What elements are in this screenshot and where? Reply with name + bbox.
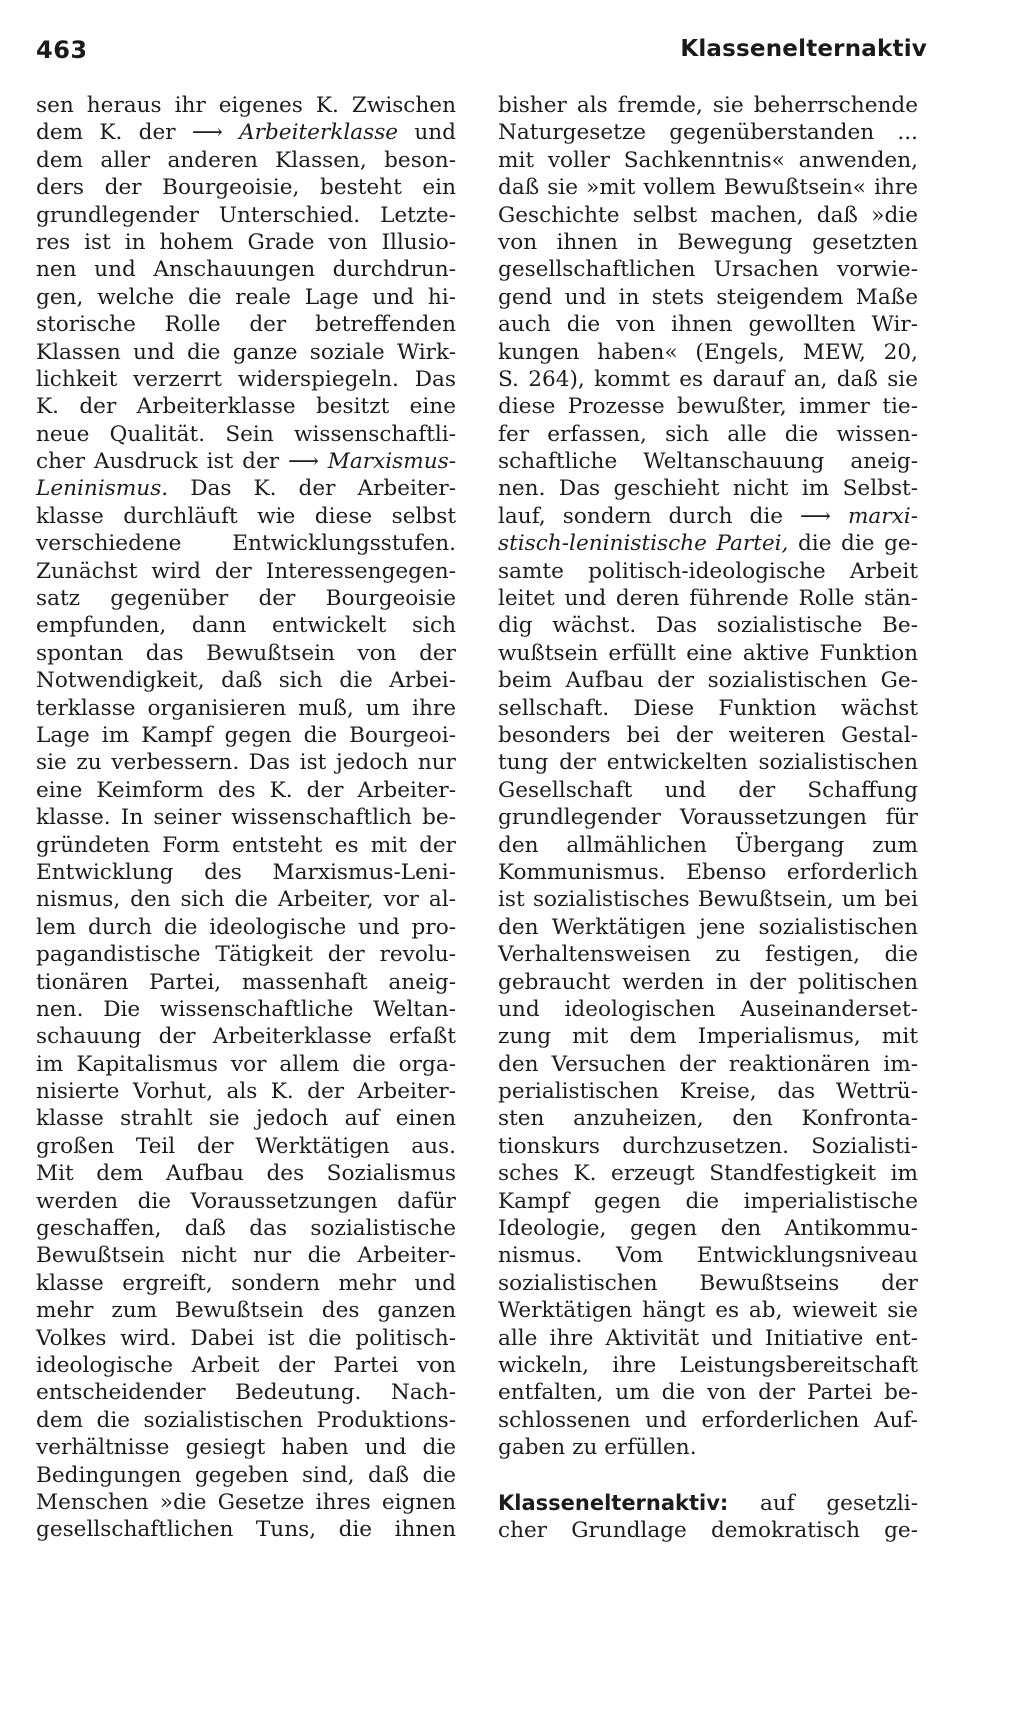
- right-column: [498, 92, 918, 1544]
- text-line: [36, 202, 456, 229]
- text-line: [498, 996, 918, 1023]
- running-head: Klassenelternaktiv: [680, 36, 927, 62]
- text-run: ist sozialistisches Bewußtsein, um bei: [498, 887, 918, 913]
- text-run: res ist in hohem Grade von Illusio-: [36, 229, 456, 255]
- text-line: [36, 1215, 456, 1242]
- text-run: ⟶: [191, 120, 240, 146]
- text-line: [36, 1078, 456, 1105]
- text-line: [498, 1023, 918, 1050]
- text-line: [36, 941, 456, 968]
- text-line: [498, 475, 918, 502]
- text-line: [36, 1352, 456, 1379]
- text-line: [36, 886, 456, 913]
- text-line: [36, 722, 456, 749]
- text-run: verschiedene Entwicklungsstufen.: [36, 531, 456, 557]
- text-line: [36, 421, 456, 448]
- text-run: dem K. der: [36, 120, 192, 146]
- text-run: nen. Das geschieht nicht im Selbst-: [498, 476, 918, 502]
- text-run: und: [398, 120, 456, 146]
- text-line: [36, 1434, 456, 1461]
- text-line: [498, 558, 918, 585]
- text-line: [36, 229, 456, 256]
- text-run: ⟶: [800, 503, 848, 529]
- italic-reference: Arbeiterklasse: [239, 120, 399, 146]
- text-line: [498, 284, 918, 311]
- text-run: ideologische Arbeit der Partei von: [36, 1352, 456, 1378]
- text-line: [36, 339, 456, 366]
- text-run: Ideologie, gegen den Antikommu-: [498, 1216, 918, 1242]
- text-run: cher Ausdruck ist der: [36, 449, 288, 475]
- text-run: Volkes wird. Dabei ist die politisch-: [36, 1325, 456, 1351]
- text-line: [36, 311, 456, 338]
- text-line: [498, 1352, 918, 1379]
- page-number: 463: [36, 36, 88, 64]
- text-run: beim Aufbau der sozialistischen Ge-: [498, 668, 918, 694]
- text-run: nisierte Vorhut, als K. der Arbeiter-: [36, 1079, 456, 1105]
- text-run: den Versuchen der reaktionären im-: [498, 1051, 918, 1077]
- text-run: Werktätigen hängt es ab, wieweit sie: [498, 1298, 918, 1324]
- text-run: werden die Voraussetzungen dafür: [36, 1188, 456, 1214]
- text-run: Kommunismus. Ebenso erforderlich: [498, 859, 918, 885]
- text-run: samte politisch-ideologische Arbeit: [498, 558, 918, 584]
- text-run: dem aller anderen Klassen, beson-: [36, 147, 456, 173]
- text-run: zung mit dem Imperialismus, mit: [498, 1024, 918, 1050]
- text-line: [36, 804, 456, 831]
- text-run: bisher als fremde, sie beherrschende: [498, 93, 918, 118]
- text-run: cher Grundlage demokratisch ge-: [498, 1517, 918, 1543]
- text-run: mehr zum Bewußtsein des ganzen: [36, 1298, 456, 1324]
- text-line: [498, 1434, 918, 1461]
- text-run: gend und in stets steigendem Maße: [498, 284, 918, 310]
- text-run: sches K. erzeugt Standfestigkeit im: [498, 1161, 918, 1187]
- text-run: lauf, sondern durch die: [498, 503, 801, 529]
- text-run: dem die sozialistischen Produktions-: [36, 1407, 456, 1433]
- text-run: Das K. der Arbeiter-: [168, 476, 456, 502]
- text-line: [36, 749, 456, 776]
- text-run: klasse. In seiner wissenschaftlich be-: [36, 805, 456, 831]
- text-run: Kampf gegen die imperialistische: [498, 1188, 918, 1214]
- text-run: Klassen und die ganze soziale Wirk-: [36, 339, 456, 365]
- text-line: [498, 914, 918, 941]
- text-run: nen und Anschauungen durchdrun-: [36, 257, 456, 283]
- text-line: [36, 1133, 456, 1160]
- text-run: pagandistische Tätigkeit der revolu-: [36, 942, 456, 968]
- text-line: [36, 393, 456, 420]
- entry-line-text: [728, 1491, 918, 1516]
- text-run: eine Keimform des K. der Arbeiter-: [36, 777, 456, 803]
- text-line: [36, 667, 456, 694]
- text-run: Verhaltensweisen zu festigen, die: [498, 942, 918, 968]
- text-line: [498, 1325, 918, 1352]
- text-run: lichkeit verzerrt widerspiegeln. Das: [36, 366, 456, 392]
- text-line: [498, 1188, 918, 1215]
- text-line: [498, 311, 918, 338]
- text-run: sozialistischen Bewußtseins der: [498, 1270, 918, 1296]
- text-line: [498, 1133, 918, 1160]
- text-line: [498, 1270, 918, 1297]
- text-run: Menschen »die Gesetze ihres eignen: [36, 1489, 456, 1515]
- text-line: [498, 1407, 918, 1434]
- text-line: [498, 229, 918, 256]
- text-line: [36, 996, 456, 1023]
- text-run: Gesellschaft und der Schaffung: [498, 777, 918, 803]
- text-run: daß sie »mit vollem Bewußtsein« ihre: [498, 175, 918, 201]
- text-line: [36, 1242, 456, 1269]
- right-column-text: [498, 92, 918, 1462]
- text-run: neue Qualität. Sein wissenschaftli-: [36, 421, 456, 447]
- text-run: auch die von ihnen gewollten Wir-: [498, 312, 918, 338]
- text-line: [36, 640, 456, 667]
- text-run: schlossenen und erforderlichen Auf-: [498, 1407, 918, 1433]
- italic-reference: marxi-: [847, 503, 918, 529]
- text-line: [498, 832, 918, 859]
- text-run: tionskurs durchzusetzen. Sozialisti-: [498, 1133, 918, 1159]
- text-run: sen heraus ihr eigenes K. Zwischen: [36, 93, 456, 118]
- text-line: [36, 558, 456, 585]
- text-line: [498, 1379, 918, 1406]
- text-line: [498, 722, 918, 749]
- text-line: [36, 585, 456, 612]
- text-line: [36, 1462, 456, 1489]
- text-run: wußtsein erfüllt eine aktive Funktion: [498, 640, 918, 666]
- entry-rest: [498, 1517, 918, 1544]
- text-line: [498, 667, 918, 694]
- text-run: Lage im Kampf gegen die Bourgeoi-: [36, 722, 456, 748]
- text-line: [36, 1325, 456, 1352]
- text-run: gen, welche die reale Lage und hi-: [36, 284, 456, 310]
- text-run: fer erfassen, sich alle die wissen-: [498, 421, 918, 447]
- text-run: nismus. Vom Entwicklungsniveau: [498, 1243, 918, 1269]
- text-run: leitet und deren führende Rolle stän-: [498, 586, 918, 612]
- text-line: [36, 695, 456, 722]
- text-line: [36, 92, 456, 119]
- italic-reference: Leninismus.: [36, 476, 169, 502]
- text-run: gründeten Form entsteht es mit der: [36, 832, 456, 858]
- text-line: [36, 859, 456, 886]
- text-line: [498, 749, 918, 776]
- text-line: [36, 366, 456, 393]
- text-line: [498, 585, 918, 612]
- italic-reference: stisch-leninistische Partei,: [498, 531, 789, 557]
- text-run: die die ge-: [788, 531, 918, 557]
- text-run: besonders bei der weiteren Gestal-: [498, 722, 918, 748]
- text-line: [498, 859, 918, 886]
- text-run: sellschaft. Diese Funktion wächst: [498, 695, 918, 721]
- text-run: gesellschaftlichen Ursachen vorwie-: [498, 257, 918, 283]
- text-line: [36, 1188, 456, 1215]
- text-run: Bewußtsein nicht nur die Arbeiter-: [36, 1243, 456, 1269]
- text-run: im Kapitalismus vor allem die orga-: [36, 1051, 456, 1077]
- text-run: diese Prozesse bewußter, immer tie-: [498, 394, 918, 420]
- text-line: [498, 448, 918, 475]
- text-run: den allmählichen Übergang zum: [498, 832, 918, 858]
- text-line: [498, 339, 918, 366]
- text-run: gebraucht werden in der politischen: [498, 969, 918, 995]
- text-line: [36, 1160, 456, 1187]
- text-line: [498, 421, 918, 448]
- text-run: Notwendigkeit, daß sich die Arbei-: [36, 668, 456, 694]
- text-line: [36, 503, 456, 530]
- text-run: S. 264), kommt es darauf an, daß sie: [498, 366, 918, 392]
- text-line: [498, 886, 918, 913]
- text-line: [36, 475, 456, 502]
- text-run: empfunden, dann entwickelt sich: [36, 613, 456, 639]
- text-run: spontan das Bewußtsein von der: [36, 640, 456, 666]
- text-run: Mit dem Aufbau des Sozialismus: [36, 1161, 456, 1187]
- text-run: gaben zu erfüllen.: [498, 1435, 697, 1461]
- text-run: und ideologischen Auseinanderset-: [498, 996, 918, 1022]
- text-line: [36, 969, 456, 996]
- text-line: [36, 1051, 456, 1078]
- text-run: entfalten, um die von der Partei be-: [498, 1380, 918, 1406]
- text-line: [36, 612, 456, 639]
- text-run: nen. Die wissenschaftliche Weltan-: [36, 996, 456, 1022]
- text-run: klasse durchläuft wie diese selbst: [36, 503, 456, 529]
- text-line: [36, 832, 456, 859]
- text-run: dig wächst. Das sozialistische Be-: [498, 613, 918, 639]
- text-line: [498, 530, 918, 557]
- text-line: [498, 612, 918, 639]
- text-line: [36, 1105, 456, 1132]
- text-run: Geschichte selbst machen, daß »die: [498, 202, 918, 228]
- text-line: [498, 119, 918, 146]
- text-line: [36, 1379, 456, 1406]
- text-line: [36, 1407, 456, 1434]
- text-line: [498, 777, 918, 804]
- text-line: [498, 1215, 918, 1242]
- text-run: den Werktätigen jene sozialistischen: [498, 914, 918, 940]
- entry-term: Klassenelternaktiv:: [498, 1490, 729, 1515]
- text-line: [498, 256, 918, 283]
- text-run: entscheidender Bedeutung. Nach-: [36, 1380, 456, 1406]
- text-line: [36, 1516, 456, 1543]
- text-run: gesellschaftlichen Tuns, die ihnen: [36, 1517, 456, 1543]
- text-run: storische Rolle der betreffenden: [36, 312, 456, 338]
- text-line: [36, 174, 456, 201]
- text-line: [498, 202, 918, 229]
- text-line: [498, 1297, 918, 1324]
- text-run: großen Teil der Werktätigen aus.: [36, 1133, 456, 1159]
- text-run: tung der entwickelten sozialistischen: [498, 750, 918, 776]
- text-line: [498, 1242, 918, 1269]
- text-run: K. der Arbeiterklasse besitzt eine: [36, 394, 456, 420]
- text-line: [498, 969, 918, 996]
- text-run: sten anzuheizen, den Konfronta-: [498, 1106, 918, 1132]
- text-line: [498, 503, 918, 530]
- text-run: satz gegenüber der Bourgeoisie: [36, 586, 456, 612]
- text-run: schaftliche Weltanschauung aneig-: [498, 449, 918, 475]
- text-run: klasse ergreift, sondern mehr und: [36, 1270, 456, 1296]
- text-run: Zunächst wird der Interessengegen-: [36, 558, 456, 584]
- text-run: tionären Partei, massenhaft aneig-: [36, 969, 456, 995]
- text-run: nismus, den sich die Arbeiter, vor al-: [36, 887, 456, 913]
- text-line: [36, 530, 456, 557]
- text-run: von ihnen in Bewegung gesetzten: [498, 229, 918, 255]
- text-line: [36, 448, 456, 475]
- text-line: [498, 147, 918, 174]
- text-line: [498, 366, 918, 393]
- text-line: [36, 1270, 456, 1297]
- text-line: [498, 941, 918, 968]
- text-line: [36, 284, 456, 311]
- text-run: Entwicklung des Marxismus-Leni-: [36, 859, 456, 885]
- text-line: [498, 1160, 918, 1187]
- text-run: mit voller Sachkenntnis« anwenden,: [498, 147, 918, 173]
- left-column: [36, 92, 456, 1544]
- text-run: alle ihre Aktivität und Initiative ent-: [498, 1325, 918, 1351]
- text-run: wickeln, ihre Leistungsbereitschaft: [498, 1352, 918, 1378]
- text-line: [36, 256, 456, 283]
- text-line: [498, 1051, 918, 1078]
- text-line: [498, 804, 918, 831]
- text-line: [36, 119, 456, 146]
- text-run: auf gesetzli-: [728, 1490, 918, 1516]
- text-line: [498, 92, 918, 119]
- text-run: Bedingungen gegeben sind, daß die: [36, 1462, 456, 1488]
- text-line: [36, 147, 456, 174]
- text-line: [498, 174, 918, 201]
- text-run: verhältnisse gesiegt haben und die: [36, 1435, 456, 1461]
- text-run: ⟶: [287, 449, 328, 475]
- text-line: [498, 640, 918, 667]
- text-line: [498, 1517, 918, 1544]
- text-line: [36, 1023, 456, 1050]
- text-run: sie zu verbessern. Das ist jedoch nur: [36, 750, 456, 776]
- text-run: geschaffen, daß das sozialistische: [36, 1216, 456, 1242]
- text-line: [36, 777, 456, 804]
- text-run: schauung der Arbeiterklasse erfaßt: [36, 1024, 456, 1050]
- text-run: ders der Bourgeoisie, besteht ein: [36, 175, 456, 201]
- text-run: klasse strahlt sie jedoch auf einen: [36, 1106, 456, 1132]
- entry-first-line: [498, 1490, 918, 1517]
- next-entry: [498, 1490, 918, 1545]
- text-line: [36, 914, 456, 941]
- text-run: lem durch die ideologische und pro-: [36, 914, 456, 940]
- text-line: [498, 393, 918, 420]
- text-line: [36, 1489, 456, 1516]
- text-line: [498, 1105, 918, 1132]
- text-run: kungen haben« (Engels, MEW, 20,: [498, 339, 918, 365]
- text-line: [498, 695, 918, 722]
- text-run: terklasse organisieren muß, um ihre: [36, 695, 456, 721]
- text-run: perialistischen Kreise, das Wettrü-: [498, 1079, 918, 1105]
- text-run: grundlegender Voraussetzungen für: [498, 805, 918, 831]
- italic-reference: Marxismus-: [327, 449, 457, 475]
- text-run: Naturgesetze gegenüberstanden ...: [498, 120, 918, 146]
- text-line: [498, 1078, 918, 1105]
- text-run: grundlegender Unterschied. Letzte-: [36, 202, 456, 228]
- text-line: [36, 1297, 456, 1324]
